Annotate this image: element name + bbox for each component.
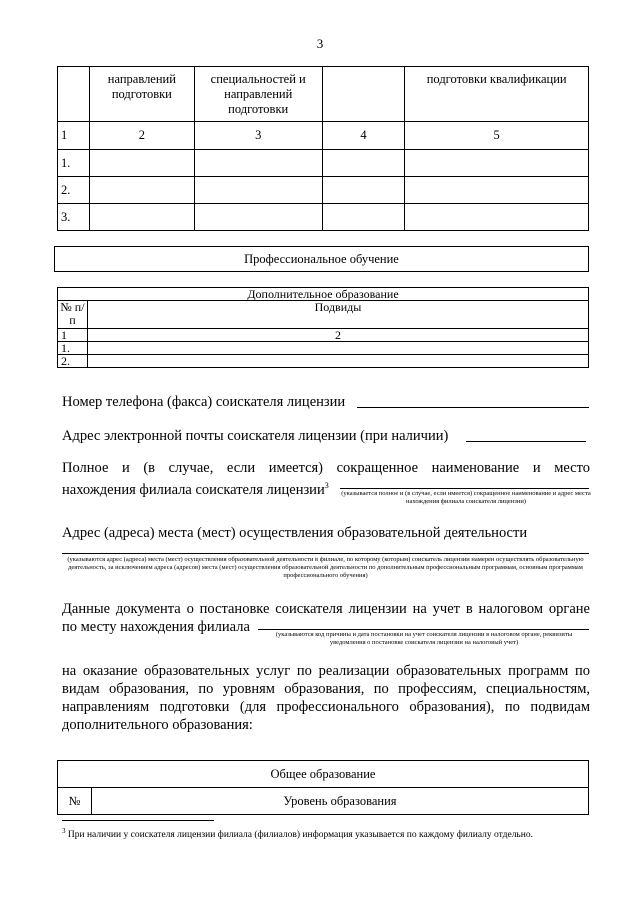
phone-field[interactable] [357,407,589,408]
number-header: № п/п [58,301,88,329]
column-number: 1 [58,122,90,150]
tax-label: Данные документа о постановке соискателя лицензии на учет в налоговом органе [62,601,590,617]
table-row [58,177,589,204]
additional-education-title: Дополнительное образование [58,288,589,301]
footnote-mark: 3 [324,481,329,490]
email-field[interactable] [466,441,586,442]
tax-field[interactable] [258,629,589,630]
tax-note: (указываются код причины и дата постановки на учет соискателя лицензии в налоговом органе, реквизиты уведомления о постановке соискателя лицензии на налоговый учет) [275,631,573,646]
number-header: № [58,788,92,815]
row-number: 3. [58,204,90,231]
services-text: на оказание образовательных услуг по реализации образовательных программ по [62,663,590,679]
address-field[interactable] [62,553,589,554]
row-number: 2. [58,177,90,204]
address-note: (указываются адрес (адреса) места (мест) осуществления образовательной деятельности в филиале, по которому (которым) соискатель лицензии намерен осуществлять образовательную деятельность, за исключением адреса (адресов) места (мест) осуществления образовательной деятельности по дополнительным профессиональным программам, основным программам профессионального обучения) [67,556,584,579]
table-row [58,355,589,368]
table-row [58,342,589,355]
footnote: $^3$ При наличии у соискателя лицензии филиала (филиалов) информация указывается по каждому филиалу отдельно. [62,827,533,841]
row-number: 1. [58,342,88,355]
header-cell [322,67,405,122]
services-text: видам образования, по уровням образования, по профессиям, специальностям, [62,681,590,697]
level-header: Уровень образования [91,788,588,815]
column-number: 2 [89,122,194,150]
header-cell: подготовки квалификации [405,67,589,122]
column-number: 2 [87,329,588,342]
footnote-divider [62,820,214,821]
services-text: направлениям подготовки (для профессионального образования), по подвидам [62,699,590,715]
general-education-title: Общее образование [58,761,589,788]
table-row [58,204,589,231]
branch-name-note: (указывается полное и (в случае, если имеется) сокращенное наименование и адрес места нахождения филиала соискателя лицензии) [341,490,591,505]
column-number: 1 [58,329,88,342]
table-row [58,150,589,177]
address-label: Адрес (адреса) места (мест) осуществления образовательной деятельности [62,525,528,541]
subtypes-header: Подвиды [87,301,588,329]
professional-training-label: Профессиональное обучение [244,252,399,266]
professional-training-box [54,246,589,272]
branch-name-label-cont: нахождения филиала соискателя лицензии$^3$ [62,481,329,498]
row-number: 1. [58,150,90,177]
page-number: 3 [316,36,324,51]
phone-label: Номер телефона (факса) соискателя лицензии [62,394,346,410]
tax-label-cont: по месту нахождения филиала [62,619,250,635]
branch-name-label: Полное и (в случае, если имеется) сокращенное наименование и место [62,460,590,476]
additional-education-table [57,287,589,368]
branch-name-field[interactable] [340,488,589,489]
header-cell: специальностей и направлений подготовки [194,67,322,122]
column-number: 4 [322,122,405,150]
general-education-table [57,760,589,815]
footnote-number: 3 [62,827,66,835]
services-text: дополнительного образования: [62,717,253,733]
column-number: 3 [194,122,322,150]
email-label: Адрес электронной почты соискателя лицензии (при наличии) [62,428,449,444]
header-cell [58,67,90,122]
header-cell: направлений подготовки [89,67,194,122]
row-number: 2. [58,355,88,368]
column-number: 5 [405,122,589,150]
programs-table [57,66,589,231]
